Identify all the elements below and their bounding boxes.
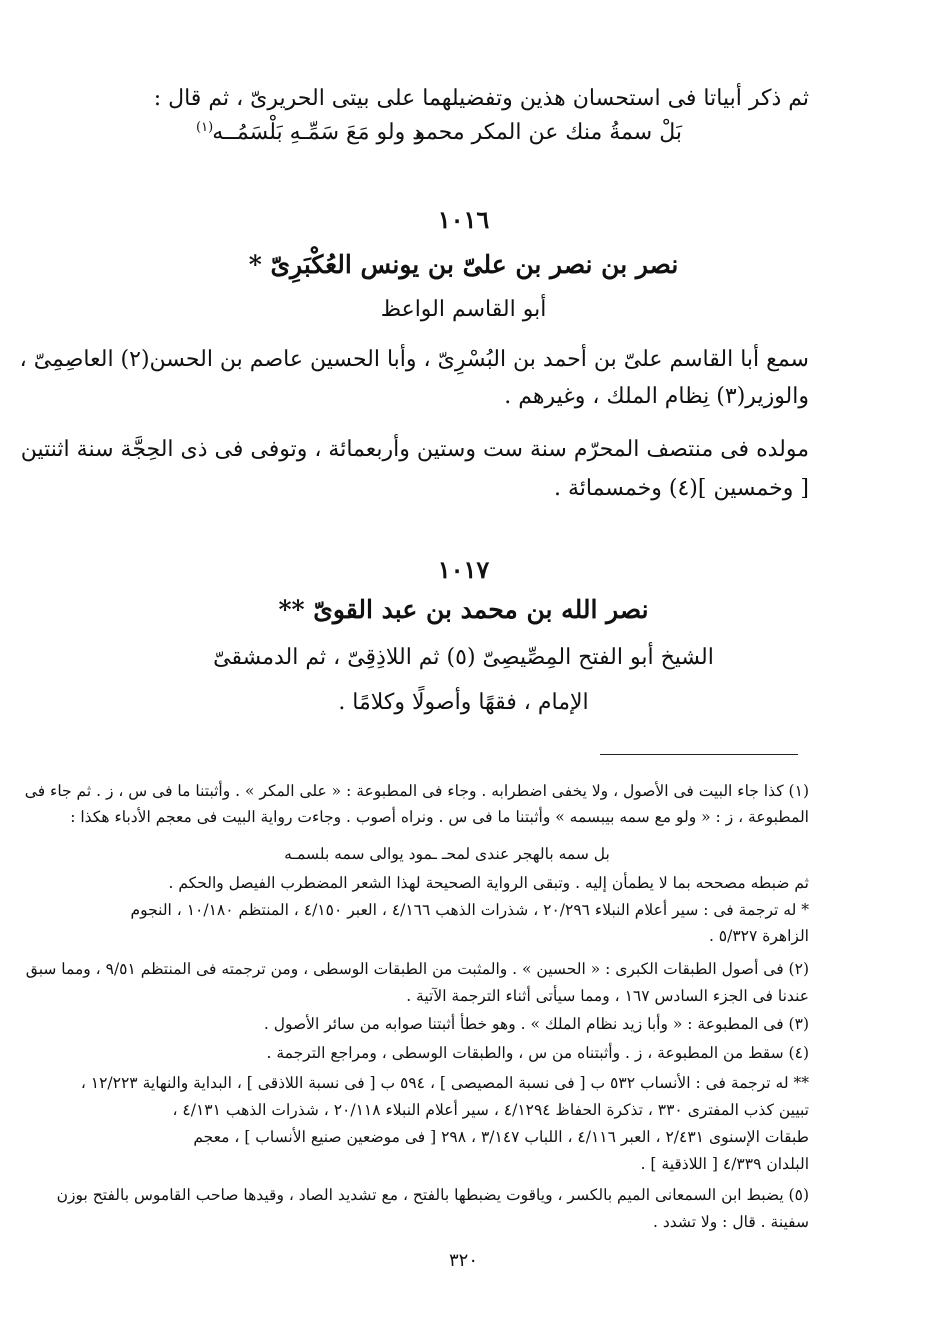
entry-nisba-line: الإمام ، فقهًا وأصولًا وكلامًا . [338,690,589,715]
footnote-line: طبقات الإسنوى ٢/٤٣١ ، العبر ٤/١١٦ ، اللباب ٣/١٤٧ ، ٢٩٨ [ فى موضعين صنيع الأنساب ] ، معجم [193,1128,809,1146]
entry-paragraph-line: والوزير(٣) نِظام الملك ، وغيرهم . [504,384,809,409]
footnote-line: * له ترجمة فى : سير أعلام النبلاء ٢٠/٢٩٦ ، شذرات الذهب ٤/١٦٦ ، العبر ٤/١٥٠ ، المنتظم ١٠/١٨٠ ، النجوم [130,901,809,919]
footnote-verse: بل سمه بالهجر عندى لمحـ ـمود يوالى سمه بلسمـه [284,845,610,863]
footnote-line: (٤) سقط من المطبوعة ، ز . وأثبتناه من س ، والطبقات الوسطى ، ومراجع الترجمة . [266,1044,809,1062]
footnote-line: ثم ضبطه مصححه بما لا يطمأن إليه . وتبقى الرواية الصحيحة لهذا الشعر المضطرب الفيصل والحكم . [168,874,809,892]
footnote-line: المطبوعة ، ز : « ولو مع سمه بيبسمه » وأثبتنا ما فى س . ونراه أصوب . وجاءت رواية البيت فى معجم الأدباء هكذا : [70,808,809,826]
entry-nisba-line: الشيخ أبو الفتح المِصِّيصِىّ (٥) ثم اللاذِقِىّ ، ثم الدمشقىّ [213,645,714,670]
footnote-line: ** له ترجمة فى : الأنساب ٥٣٢ ب [ فى نسبة المصيصى ] ، ٥٩٤ ب [ فى نسبة اللاذقى ] ، البداية والنهاية ١٢/٢٢٣ ، [80,1074,809,1092]
entry-paragraph-line: [ وخمسين ](٤) وخمسمائة . [553,476,809,501]
footnote-separator [600,754,798,755]
footnote-line: البلدان ٤/٣٣٩ [ اللاذقية ] . [640,1155,809,1173]
footnote-line: (٢) فى أصول الطبقات الكبرى : « الحسين » . والمثبت من الطبقات الوسطى ، ومن ترجمته فى المنتظم ٩/٥١ ، ومما سبق [25,960,809,978]
entry-title: نصر بن نصر بن علىّ بن يونس العُكْبَرِىّ * [248,250,679,279]
footnote-line: (٣) فى المطبوعة : « وأبا زيد نظام الملك » . وهو خطأ أثبتنا صوابه من سائر الأصول . [263,1015,809,1033]
entry-paragraph-line: سمع أبا القاسم علىّ بن أحمد بن البُسْرِىّ ، وأبا الحسين عاصم بن الحسن(٢) العاصِمِىّ ، [19,347,809,372]
entry-number: ١٠١٦ [437,205,490,234]
footnote-line: الزاهرة ٥/٣٢٧ . [708,927,809,945]
footnote-line: تبيين كذب المفترى ٣٣٠ ، تذكرة الحفاظ ٤/١٢٩٤ ، سير أعلام النبلاء ٢٠/١١٨ ، شذرات الذهب ٤/١٣١ ، [172,1101,809,1119]
entry-kunya: أبو القاسم الواعظ [380,297,547,322]
verse-footnote-ref: (١) [196,120,214,135]
entry-title: نصر الله بن محمد بن عبد القوىّ ** [278,595,649,624]
verse-hemistich-right: بَلْ سمةُ منك عن المكر محمو [414,120,682,145]
footnote-line: (٥) يضبط ابن السمعانى الميم بالكسر ، وياقوت يضبطها بالفتح ، مع تشديد الصاد ، وقيدها صاحب القاموس بالفتح بوزن [56,1186,809,1204]
entry-number: ١٠١٧ [437,555,490,584]
intro-line: ثم ذكر أبياتا فى استحسان هذين وتفضيلهما على بيتى الحريرىّ ، ثم قال : [153,86,809,111]
verse-hemistich-left: د ولو مَعَ سَمِّـهِ بَلْسَمُــه [212,120,422,145]
page-number: ٣٢٠ [448,1250,478,1271]
entry-paragraph-line: مولده فى منتصف المحرّم سنة ست وستين وأربعمائة ، وتوفى فى ذى الحِجَّة سنة اثنتين [20,437,809,462]
footnote-line: عندنا فى الجزء السادس ١٦٧ ، ومما سيأتى أثناء الترجمة الآتية . [406,987,809,1005]
footnote-line: (١) كذا جاء البيت فى الأصول ، ولا يخفى اضطرابه . وجاء فى المطبوعة : « على المكر » . وأثبتنا ما فى س ، ز . ثم جاء فى [24,782,809,800]
footnote-line: سفينة . قال : ولا تشدد . [652,1213,809,1231]
